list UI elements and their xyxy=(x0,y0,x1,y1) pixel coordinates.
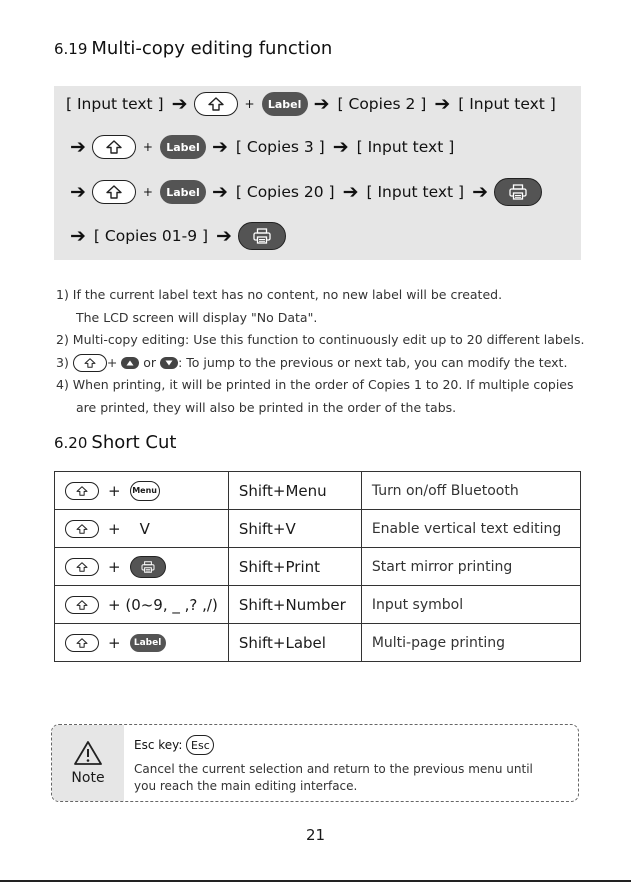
shortcut-description: Input symbol xyxy=(361,586,580,624)
right-arrow-icon: ➔ xyxy=(332,135,349,158)
right-arrow-icon: ➔ xyxy=(70,135,86,158)
warning-triangle-icon xyxy=(73,740,103,766)
flow-input-text: [ Input text ] xyxy=(366,183,465,201)
note-line: 1) If the current label text has no content, no new label will be created. xyxy=(56,287,503,302)
v-key-text: V xyxy=(139,519,150,538)
multi-copy-notes xyxy=(56,284,616,419)
key-combo-cell xyxy=(55,510,229,548)
shift-key-icon xyxy=(65,520,99,538)
flow-input-text: [ Input text ] xyxy=(66,95,164,113)
section-heading: Multi-copy editing function xyxy=(91,38,333,59)
shift-key-icon xyxy=(92,180,136,204)
flow-row-3 xyxy=(64,178,542,206)
note-line: 2) Multi-copy editing: Use this function to continuously edit up to 20 different labels. xyxy=(56,332,585,347)
printer-icon xyxy=(130,556,166,578)
note-line-3 xyxy=(56,352,616,375)
plus-sign: + xyxy=(142,140,153,154)
section-number: 6.19 xyxy=(54,40,88,58)
printer-icon xyxy=(238,222,286,250)
key-combo-cell xyxy=(55,586,229,624)
plus-sign: + xyxy=(108,481,121,500)
right-arrow-icon: ➔ xyxy=(472,180,489,203)
flow-row-4 xyxy=(64,222,286,250)
shortcut-name: Shift+Label xyxy=(228,624,361,662)
shortcut-name: Shift+V xyxy=(228,510,361,548)
right-arrow-icon: ➔ xyxy=(216,224,232,247)
key-combo-cell xyxy=(55,624,229,662)
right-arrow-icon: ➔ xyxy=(211,135,228,158)
shift-key-icon xyxy=(65,634,99,652)
shortcut-description: Turn on/off Bluetooth xyxy=(361,472,580,510)
flow-copies: [ Copies 2 ] xyxy=(337,95,427,113)
label-key-icon: Label xyxy=(160,135,206,159)
esc-key-icon: Esc xyxy=(186,735,214,755)
table-row xyxy=(55,472,581,510)
plus-sign: + xyxy=(106,354,118,370)
note-line: The LCD screen will display "No Data". xyxy=(76,309,318,325)
flow-copies: [ Copies 01-9 ] xyxy=(93,227,209,245)
down-arrow-key-icon xyxy=(160,357,178,369)
plus-sign: + xyxy=(108,557,121,576)
right-arrow-icon: ➔ xyxy=(171,92,188,115)
key-combo-cell xyxy=(55,472,229,510)
shift-key-icon xyxy=(65,596,99,614)
right-arrow-icon: ➔ xyxy=(70,180,86,203)
shortcut-name: Shift+Menu xyxy=(228,472,361,510)
plus-sign: + xyxy=(142,185,153,199)
flow-row-1 xyxy=(64,92,558,116)
table-row xyxy=(55,624,581,662)
flow-copies: [ Copies 20 ] xyxy=(235,183,335,201)
note-prefix: 3) xyxy=(56,354,69,370)
shift-key-icon xyxy=(194,92,238,116)
shift-key-icon xyxy=(65,558,99,576)
note-label: Note xyxy=(71,770,105,786)
flow-input-text: [ Input text ] xyxy=(356,138,455,156)
plus-symbols-text: + (0~9, _ ,? ,/) xyxy=(108,595,218,614)
shift-key-icon xyxy=(73,354,107,372)
up-arrow-key-icon xyxy=(121,357,139,369)
shortcut-name: Shift+Print xyxy=(228,548,361,586)
multi-copy-flow-panel xyxy=(54,86,581,260)
shortcut-description: Start mirror printing xyxy=(361,548,580,586)
note-side-panel xyxy=(52,725,124,801)
label-key-icon: Label xyxy=(160,180,206,204)
printer-icon xyxy=(494,178,542,206)
note-line: are printed, they will also be printed in the order of the tabs. xyxy=(76,399,457,415)
menu-key-icon: Menu xyxy=(130,481,160,501)
shortcut-table xyxy=(54,471,581,662)
note-text: : To jump to the previous or next tab, you can modify the text. xyxy=(178,354,568,370)
shift-key-icon xyxy=(92,135,136,159)
note-text-line: you reach the main editing interface. xyxy=(134,779,358,793)
table-row xyxy=(55,510,581,548)
plus-sign: + xyxy=(244,97,255,111)
shortcut-name: Shift+Number xyxy=(228,586,361,624)
esc-key-title xyxy=(134,735,533,755)
section-heading: Short Cut xyxy=(91,432,177,453)
esc-title-text: Esc key: xyxy=(134,737,183,752)
right-arrow-icon: ➔ xyxy=(70,224,86,247)
flow-row-2 xyxy=(64,135,456,159)
note-box xyxy=(51,724,579,802)
or-text: or xyxy=(143,354,157,370)
key-combo-cell xyxy=(55,548,229,586)
plus-sign: + xyxy=(108,519,121,538)
label-key-icon: Label xyxy=(130,634,166,652)
note-line: 4) When printing, it will be printed in the order of Copies 1 to 20. If multiple copies xyxy=(56,377,574,392)
right-arrow-icon: ➔ xyxy=(211,180,228,203)
flow-input-text: [ Input text ] xyxy=(458,95,556,113)
section-title-short-cut xyxy=(54,432,176,453)
section-number: 6.20 xyxy=(54,434,88,452)
table-row xyxy=(55,548,581,586)
plus-sign: + xyxy=(108,633,121,652)
shortcut-description: Multi-page printing xyxy=(361,624,580,662)
note-content xyxy=(134,735,533,795)
right-arrow-icon: ➔ xyxy=(342,180,359,203)
bottom-divider xyxy=(0,880,631,882)
right-arrow-icon: ➔ xyxy=(313,92,330,115)
flow-copies: [ Copies 3 ] xyxy=(235,138,325,156)
section-title-multi-copy xyxy=(54,38,332,59)
label-key-icon: Label xyxy=(262,92,308,116)
shortcut-description: Enable vertical text editing xyxy=(361,510,580,548)
note-text-line: Cancel the current selection and return to the previous menu until xyxy=(134,762,533,776)
right-arrow-icon: ➔ xyxy=(434,92,451,115)
page-number: 21 xyxy=(305,826,326,844)
shift-key-icon xyxy=(65,482,99,500)
table-row xyxy=(55,586,581,624)
